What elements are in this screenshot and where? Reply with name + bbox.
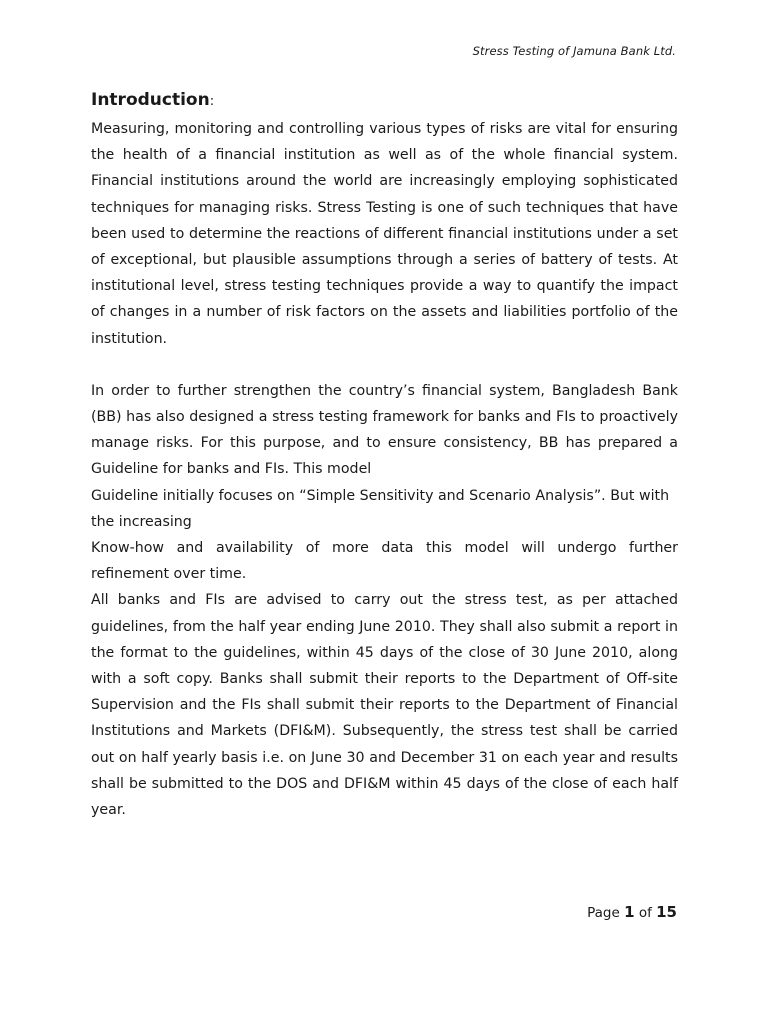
paragraph-submission: All banks and FIs are advised to carry out the stress test, as per attached guidelines, from the half year ending June 2010. They shall also submit a report in the format to the guidelines, within 45 days of the close of 30 June 2010, along with a soft copy. Banks shall submit their reports to the Department of Off-site Supervision and the FIs shall submit their reports to the Department of Financial Institutions and Markets (DFI&M). Subsequently, the stress test shall be carried out on half yearly basis i.e. on June 30 and December 31 on each year and results shall be submitted to the DOS and DFI&M within 45 days of the close of each half year. [91, 592, 678, 819]
page-label: Page [587, 905, 620, 921]
section-heading [91, 88, 678, 114]
page-of-label: of [638, 905, 652, 921]
paragraph-intro: Measuring, monitoring and controlling various types of risks are vital for ensuring the health of a financial institution as well as of the whole financial system. Financial institutions around the world are increasingly employing sophisticated techniques for managing risks. Stress Testing is one of such techniques that have been used to determine the reactions of different financial institutions under a set of exceptional, but plausible assumptions through a series of battery of tests. At institutional level, stress testing techniques provide a way to quantify the impact of changes in a number of risk factors on the assets and liabilities portfolio of the institution. [91, 121, 678, 347]
paragraph-knowhow: Know-how and availability of more data this model will undergo further refinement over time. [91, 540, 678, 583]
section-title-colon: : [209, 94, 215, 109]
section-title: Introduction [91, 90, 210, 110]
current-page: 1 [624, 903, 635, 921]
paragraph-framework: In order to further strengthen the country’s financial system, Bangladesh Bank (BB) has also designed a stress testing framework for banks and FIs to proactively manage risks. For this purpose, and to ensure consistency, BB has prepared a Guideline for banks and FIs. This model [91, 382, 678, 478]
paragraph-guideline: Guideline initially focuses on “Simple Sensitivity and Scenario Analysis”. But with the increasing [91, 487, 670, 530]
running-header: Stress Testing of Jamuna Bank Ltd. [472, 44, 676, 58]
total-pages: 15 [656, 903, 677, 921]
page-number [587, 903, 677, 921]
document-body [91, 88, 678, 823]
